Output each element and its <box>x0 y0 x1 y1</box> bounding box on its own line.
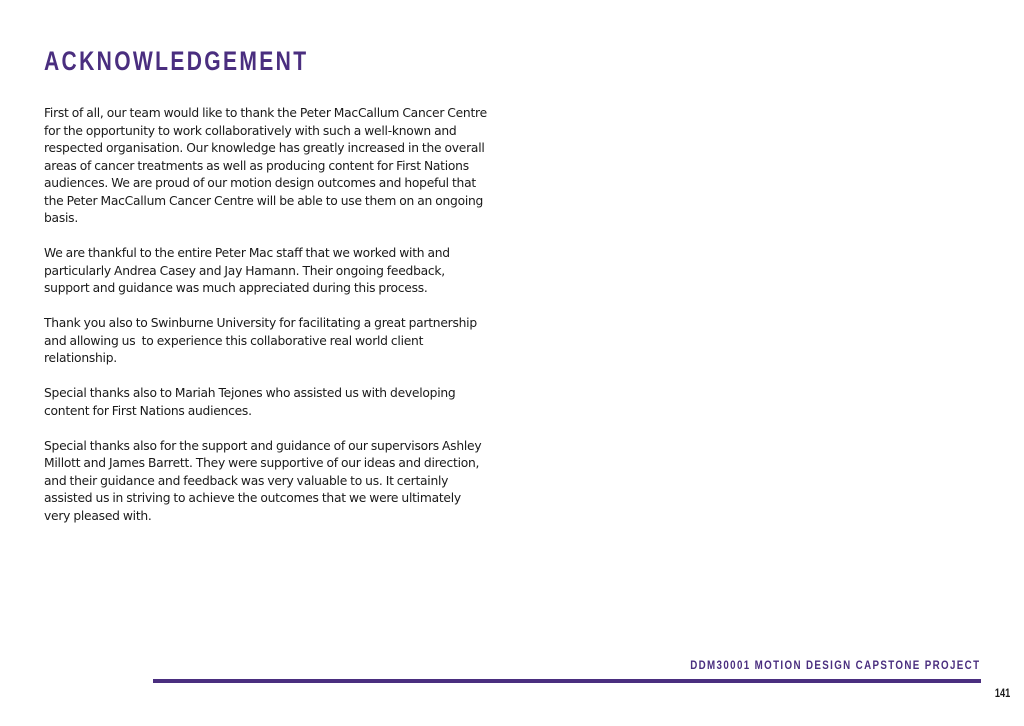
page-number: 141 <box>994 688 1010 700</box>
paragraph-peter-mac-staff: We are thankful to the entire Peter Mac staff that we worked with and particularly Andrea Casey and Jay Hamann. Their ongoing feedback, support and guidance was much appreciated during this process. <box>44 246 454 295</box>
footer-project-title: DDM30001 MOTION DESIGN CAPSTONE PROJECT <box>689 660 980 672</box>
footer-divider <box>153 679 981 683</box>
paragraph-mariah-tejones: Special thanks also to Mariah Tejones who assisted us with developing content for First Nations audiences. <box>44 386 459 418</box>
paragraph-supervisors: Special thanks also for the support and guidance of our supervisors Ashley Millott and James Barrett. They were supportive of our ideas and direction, and their guidance and feedback was very valuable to us. It certainly assisted us in striving to achieve the outcomes that we were ultimately very pleased with. <box>44 438 485 523</box>
paragraph-swinburne: Thank you also to Swinburne University for facilitating a great partnership and allowing us to experience this collaborative real world client relationship. <box>44 316 481 365</box>
page-title: ACKNOWLEDGEMENT <box>44 46 309 76</box>
paragraph-intro: First of all, our team would like to thank the Peter MacCallum Cancer Centre for the opportunity to work collaboratively with such a well-known and respected organisation. Our knowledge has greatly increased in the overall areas of cancer treatments as well as producing content for First Nations audiences. We are proud of our motion design outcomes and hopeful that the Peter MacCallum Cancer Centre will be able to use them on an ongoing basis. <box>44 106 491 225</box>
acknowledgement-body <box>44 105 489 543</box>
